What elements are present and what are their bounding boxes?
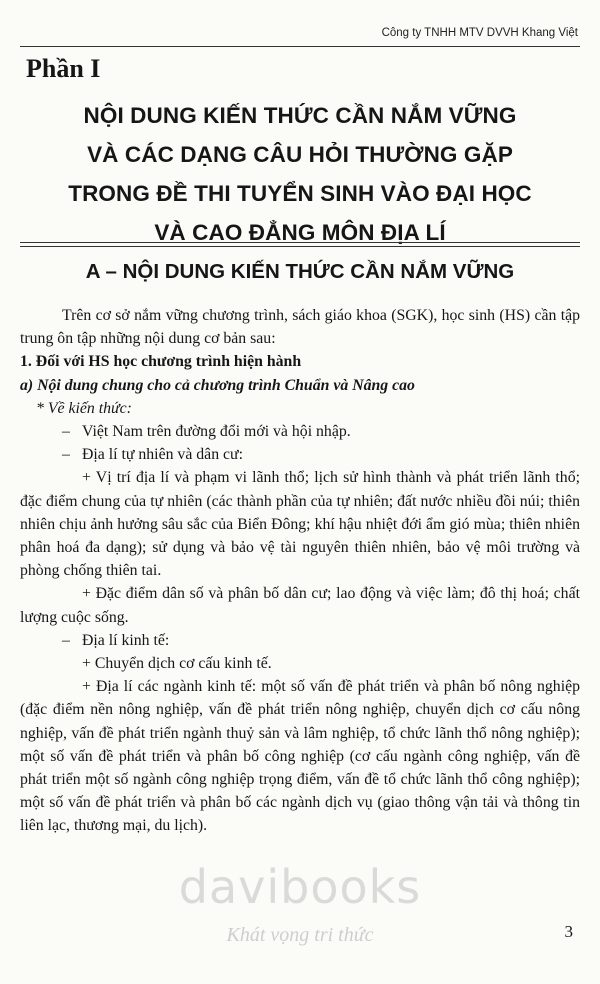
list-item [20, 420, 580, 443]
chapter-title-line: VÀ CÁC DẠNG CÂU HỎI THƯỜNG GẶP [87, 142, 513, 167]
list-item-text: Địa lí tự nhiên và dân cư: [82, 446, 244, 464]
intro-paragraph: Trên cơ sở nắm vững chương trình, sách giáo khoa (SGK), học sinh (HS) cần tập trung ôn tập những nội dung cơ bản sau: [20, 307, 580, 348]
chapter-title-line: VÀ CAO ĐẲNG MÔN ĐỊA LÍ [154, 220, 446, 245]
sub-item: + Vị trí địa lí và phạm vi lãnh thổ; lịch sử hình thành và phát triển lãnh thổ; đặc điểm chung của tự nhiên (các thành phần của tự nhiên; đất nước nhiều đồi núi; thiên nhiên chịu ảnh hưởng sâu sắc của Biển Đông; khí hậu nhiệt đới ẩm gió mùa; thiên nhiên phân hoá đa dạng); sử dụng và bảo vệ tài nguyên thiên nhiên, bảo vệ môi trường và phòng chống thiên tai. [20, 469, 580, 580]
page-number: 3 [564, 922, 573, 941]
title-divider [20, 242, 580, 247]
section-heading: A – NỘI DUNG KIẾN THỨC CẦN NẮM VỮNG [85, 260, 515, 283]
list-item [20, 629, 580, 652]
sub-item: + Chuyển dịch cơ cấu kinh tế. [82, 655, 272, 673]
part-title: Phần I [26, 54, 101, 83]
watermark-logo: davibooks [178, 860, 422, 914]
list-item-text: Địa lí kinh tế: [82, 631, 170, 649]
dash-marker: – [62, 446, 70, 464]
sub-item: + Địa lí các ngành kinh tế: một số vấn đề phát triển và phân bố nông nghiệp (đặc điểm nền nông nghiệp, vấn đề phát triển nông nghiệp, chuyển dịch cơ cấu nông nghiệp, vấn đề phát triển ngành thuỷ sản và lâm nghiệp, tổ chức lãnh thổ nông nghiệp); một số vấn đề phát triển và phân bố công nghiệp (cơ cấu ngành công nghiệp, vấn đề phát triển một số ngành công nghiệp trọng điểm, vấn đề tổ chức lãnh thổ công nghiệp); một số vấn đề phát triển và phân bố các ngành dịch vụ (giao thông vận tải và thông tin liên lạc, thương mại, du lịch). [20, 678, 580, 835]
chapter-title-line: NỘI DUNG KIẾN THỨC CẦN NẮM VỮNG [83, 103, 517, 128]
list-item-text: Việt Nam trên đường đổi mới và hội nhập. [82, 423, 351, 441]
watermark-tagline: Khát vọng tri thức [226, 924, 374, 946]
knowledge-label: * Về kiến thức: [36, 399, 132, 417]
list-item [20, 443, 580, 466]
chapter-title [20, 96, 580, 252]
dash-marker: – [62, 631, 70, 649]
body-text [20, 304, 580, 838]
heading-current-program: 1. Đối với HS học chương trình hiện hành [20, 353, 302, 371]
sub-item: + Đặc điểm dân số và phân bố dân cư; lao động và việc làm; đô thị hoá; chất lượng cuộc sống. [20, 585, 580, 626]
publisher-header: Công ty TNHH MTV DVVH Khang Việt [381, 27, 578, 39]
dash-marker: – [62, 423, 70, 441]
header-rule [20, 46, 580, 47]
chapter-title-line: TRONG ĐỀ THI TUYỂN SINH VÀO ĐẠI HỌC [68, 181, 532, 206]
heading-common-content: a) Nội dung chung cho cả chương trình Chuẩn và Nâng cao [20, 376, 415, 394]
